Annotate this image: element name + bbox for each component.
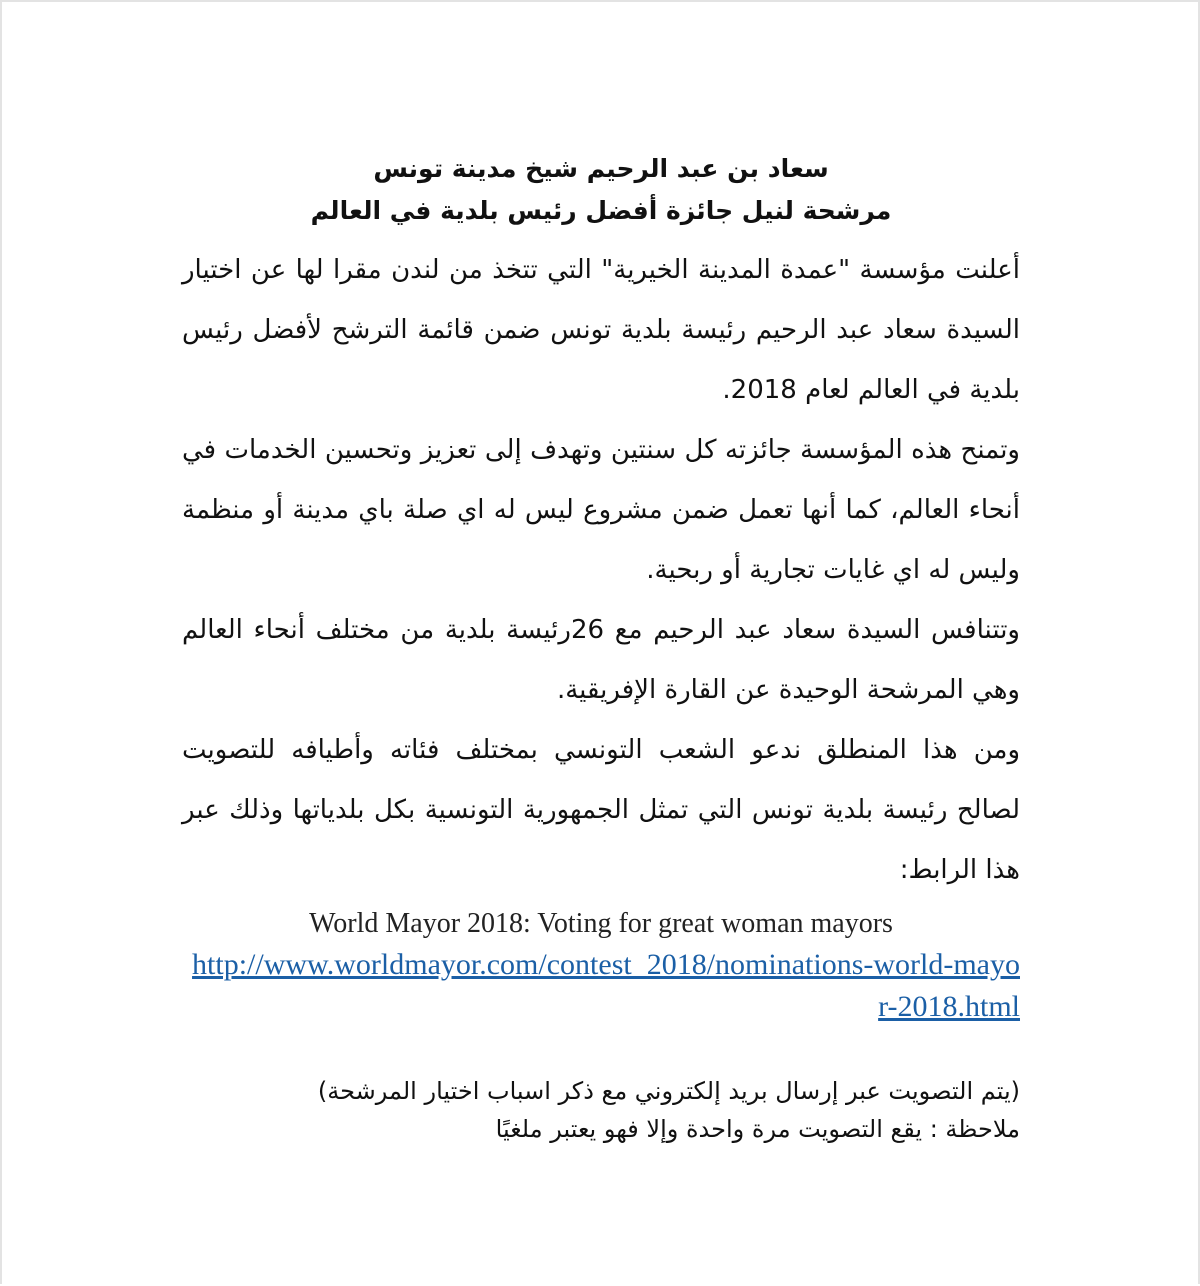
- title-line-1: سعاد بن عبد الرحيم شيخ مدينة تونس: [373, 154, 829, 183]
- paragraph-1: أعلنت مؤسسة "عمدة المدينة الخيرية" التي تتخذ من لندن مقرا لها عن اختيار السيدة سعاد عبد الرحيم رئيسة بلدية تونس ضمن قائمة الترشح لأفضل رئيس بلدية في العالم لعام 2018.: [182, 255, 1020, 405]
- paragraph-2: وتمنح هذه المؤسسة جائزته كل سنتين وتهدف إلى تعزيز وتحسين الخدمات في أنحاء العالم، كما أنها تعمل ضمن مشروع ليس له اي صلة باي مدينة أو منظمة وليس له اي غايات تجارية أو ربحية.: [182, 435, 1020, 585]
- notes-block: [182, 1072, 1020, 1148]
- paragraph-4: ومن هذا المنطلق ندعو الشعب التونسي بمختلف فئاته وأطيافه للتصويت لصالح رئيسة بلدية تونس التي تمثل الجمهورية التونسية بكل بلدياتها وذلك عبر هذا الرابط:: [182, 735, 1020, 885]
- article-body: [182, 240, 1020, 900]
- document-title: [182, 148, 1020, 232]
- link-title: World Mayor 2018: Voting for great woman mayors: [309, 908, 893, 939]
- note-line-2: ملاحظة : يقع التصويت مرة واحدة وإلا فهو يعتبر ملغيًا: [495, 1115, 1020, 1143]
- note-line-1: (يتم التصويت عبر إرسال بريد إلكتروني مع ذكر اسباب اختيار المرشحة): [317, 1077, 1020, 1105]
- title-line-2: مرشحة لنيل جائزة أفضل رئيس بلدية في العالم: [310, 196, 892, 225]
- voting-link-block: [182, 904, 1020, 1028]
- document-body: [182, 142, 1020, 1148]
- paragraph-3: وتتنافس السيدة سعاد عبد الرحيم مع 26رئيسة بلدية من مختلف أنحاء العالم وهي المرشحة الوحيدة عن القارة الإفريقية.: [182, 615, 1020, 705]
- voting-link[interactable]: http://www.worldmayor.com/contest_2018/nominations-world-mayor-2018.html: [192, 948, 1020, 1023]
